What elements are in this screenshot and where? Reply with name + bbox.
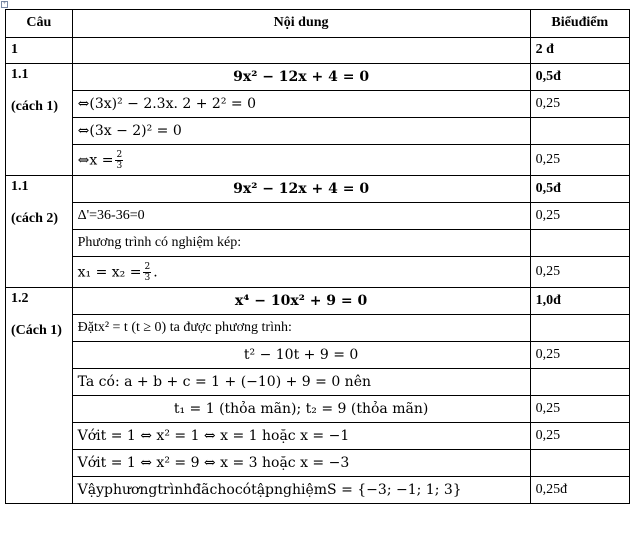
table-row [6,477,630,504]
score: 0,25đ [530,477,629,504]
header-bieu-diem: Biểuđiểm [530,10,629,38]
step-fraction [72,257,530,288]
fraction-denominator: 3 [144,272,151,283]
step: ⇔(3x − 2)² = 0 [72,118,530,145]
equation: x⁴ − 10x² + 9 = 0 [72,288,530,315]
header-noi-dung: Nội dung [72,10,530,38]
question-number: 1.1 [11,179,29,194]
fraction [115,150,123,171]
score: 0,25 [530,423,629,450]
fraction [143,262,151,283]
step-fraction [72,145,530,176]
table-row [6,315,630,342]
score: 0,5đ [530,176,629,203]
step: Đặtx² = t (t ≥ 0) ta được phương trình: [72,315,530,342]
section-content [72,38,530,64]
table-row [6,145,630,176]
score-empty [530,118,629,145]
equation: 9x² − 12x + 4 = 0 [72,176,530,203]
section-row-1 [6,38,630,64]
question-number: 1.1 [11,67,29,82]
score: 0,25 [530,396,629,423]
step: VậyphươngtrìnhđãchocótậpnghiệmS = {−3; −1; 1; 3} [72,477,530,504]
score: 0,25 [530,257,629,288]
step-prefix: ⇔x = [77,152,114,168]
table-row [6,369,630,396]
table-row [6,176,630,203]
fraction-numerator: 2 [144,261,151,272]
step: ⇔(3x)² − 2.3x. 2 + 2² = 0 [72,91,530,118]
fraction-denominator: 3 [116,160,123,171]
question-label-1-2 [6,288,73,504]
table-row [6,64,630,91]
table-row [6,118,630,145]
step: t² − 10t + 9 = 0 [72,342,530,369]
answer-table [5,9,630,504]
score-empty [530,230,629,257]
table-row [6,203,630,230]
question-number: 1.2 [11,291,29,306]
score-empty [530,450,629,477]
step: Vớit = 1 ⇔ x² = 1 ⇔ x = 1 hoặc x = −1 [72,423,530,450]
section-label: 1 [6,38,73,64]
table-row [6,91,630,118]
table-header-row [6,10,630,38]
question-method: (cách 1) [11,99,59,114]
table-row [6,257,630,288]
table-row [6,342,630,369]
table-row [6,423,630,450]
step: Δ'=36-36=0 [72,203,530,230]
score: 1,0đ [530,288,629,315]
score: 0,25 [530,203,629,230]
score-empty [530,315,629,342]
score: 0,25 [530,342,629,369]
equation: 9x² − 12x + 4 = 0 [72,64,530,91]
question-label-1-1-a [6,64,73,176]
table-row [6,450,630,477]
header-cau: Câu [6,10,73,38]
table-row [6,288,630,315]
step: Vớit = 1 ⇔ x² = 9 ⇔ x = 3 hoặc x = −3 [72,450,530,477]
score: 0,25 [530,91,629,118]
step: Phương trình có nghiệm kép: [72,230,530,257]
table-row [6,230,630,257]
score: 0,5đ [530,64,629,91]
step: Ta có: a + b + c = 1 + (−10) + 9 = 0 nên [72,369,530,396]
question-method: (Cách 1) [11,323,62,338]
table-move-handle-icon[interactable]: + [2,1,7,7]
score: 0,25 [530,145,629,176]
table-row [6,396,630,423]
section-score: 2 đ [530,38,629,64]
step: t₁ = 1 (thỏa mãn); t₂ = 9 (thỏa mãn) [72,396,530,423]
score-empty [530,369,629,396]
step-prefix: x₁ = x₂ = [77,264,142,280]
question-label-1-1-b [6,176,73,288]
question-method: (cách 2) [11,211,59,226]
step-suffix: . [153,264,158,280]
fraction-numerator: 2 [116,149,123,160]
